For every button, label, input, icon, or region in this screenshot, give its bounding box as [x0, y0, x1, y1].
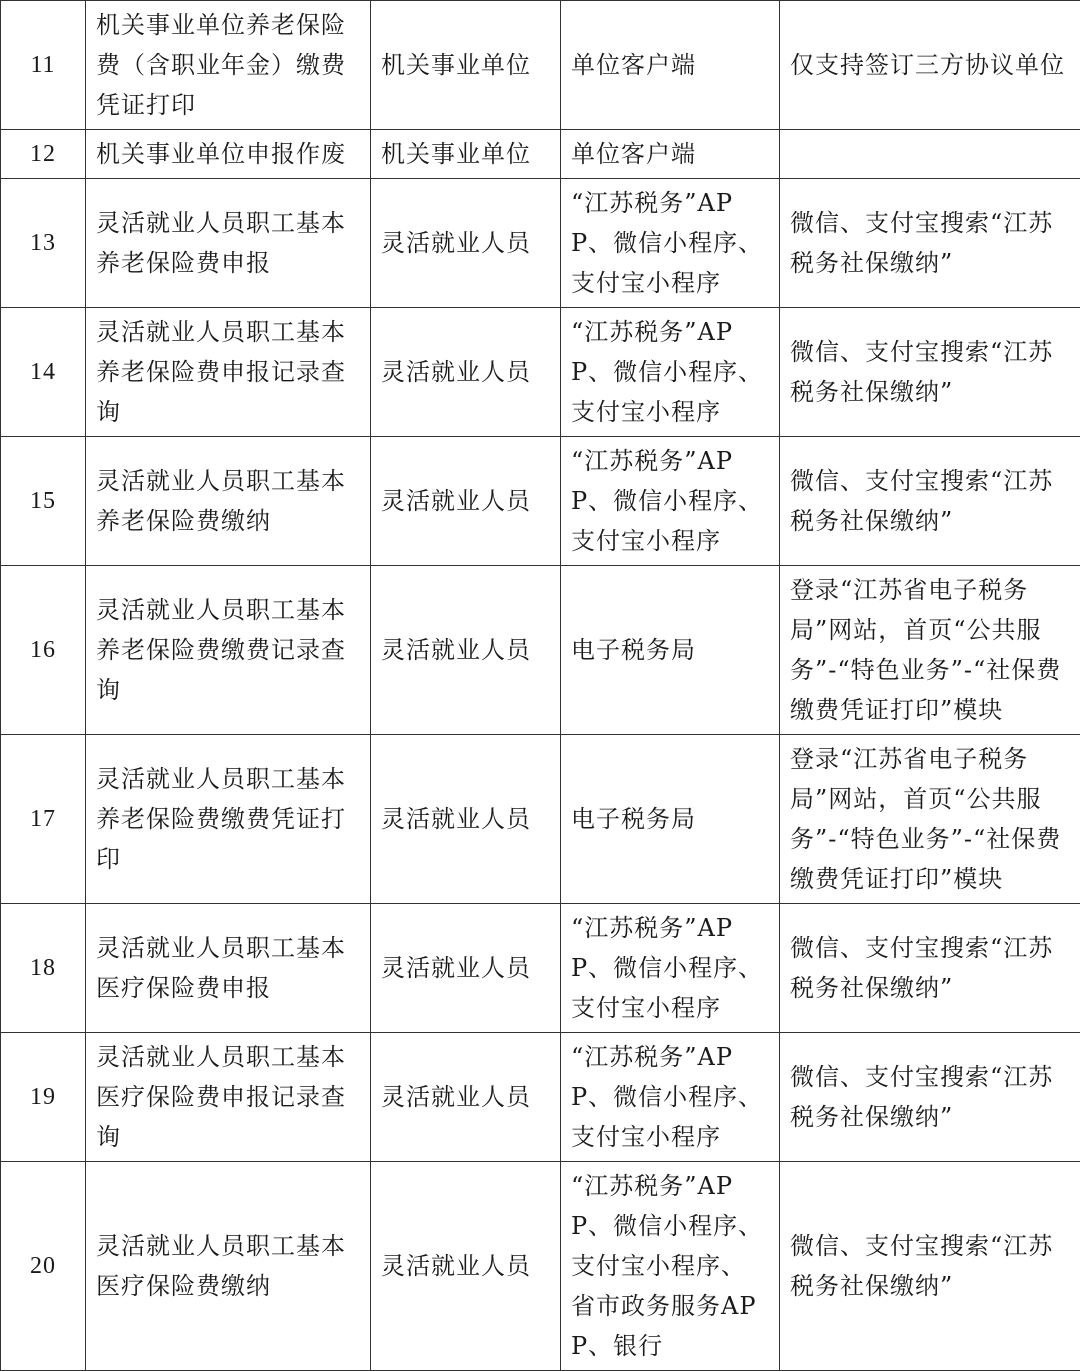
service-item: 灵活就业人员职工基本养老保险费缴费凭证打印: [86, 735, 371, 904]
service-target: 机关事业单位: [371, 1, 561, 130]
service-channel: “江苏税务”APP、微信小程序、支付宝小程序: [561, 437, 780, 566]
row-number: 14: [1, 308, 86, 437]
service-channel: “江苏税务”APP、微信小程序、支付宝小程序: [561, 179, 780, 308]
service-target: 灵活就业人员: [371, 1162, 561, 1371]
service-channel: “江苏税务”APP、微信小程序、支付宝小程序、省市政务服务APP、银行: [561, 1162, 780, 1371]
table-row: [1, 179, 1080, 308]
service-note: 微信、支付宝搜索“江苏税务社保缴纳”: [780, 1162, 1080, 1371]
service-item: 灵活就业人员职工基本医疗保险费申报: [86, 904, 371, 1033]
service-channel: “江苏税务”APP、微信小程序、支付宝小程序: [561, 1033, 780, 1162]
service-channel: 单位客户端: [561, 130, 780, 179]
service-note: 微信、支付宝搜索“江苏税务社保缴纳”: [780, 437, 1080, 566]
service-item: 灵活就业人员职工基本医疗保险费申报记录查询: [86, 1033, 371, 1162]
row-number: 16: [1, 566, 86, 735]
service-channel: “江苏税务”APP、微信小程序、支付宝小程序: [561, 308, 780, 437]
service-target: 灵活就业人员: [371, 1033, 561, 1162]
service-channel: 电子税务局: [561, 566, 780, 735]
service-target: 灵活就业人员: [371, 735, 561, 904]
row-number: 15: [1, 437, 86, 566]
table-row: [1, 308, 1080, 437]
service-channel: 单位客户端: [561, 1, 780, 130]
table-row: [1, 735, 1080, 904]
service-item: 灵活就业人员职工基本医疗保险费缴纳: [86, 1162, 371, 1371]
table-row: [1, 1, 1080, 130]
table-row: [1, 904, 1080, 1033]
service-channel: 电子税务局: [561, 735, 780, 904]
service-note: 微信、支付宝搜索“江苏税务社保缴纳”: [780, 179, 1080, 308]
service-item: 灵活就业人员职工基本养老保险费缴费记录查询: [86, 566, 371, 735]
service-item: 灵活就业人员职工基本养老保险费申报: [86, 179, 371, 308]
service-note: 登录“江苏省电子税务局”网站，首页“公共服务”-“特色业务”-“社保费缴费凭证打印”模块: [780, 566, 1080, 735]
row-number: 11: [1, 1, 86, 130]
row-number: 12: [1, 130, 86, 179]
row-number: 17: [1, 735, 86, 904]
service-item: 灵活就业人员职工基本养老保险费申报记录查询: [86, 308, 371, 437]
service-target: 灵活就业人员: [371, 179, 561, 308]
row-number: 13: [1, 179, 86, 308]
service-target: 灵活就业人员: [371, 566, 561, 735]
service-note: 登录“江苏省电子税务局”网站，首页“公共服务”-“特色业务”-“社保费缴费凭证打印”模块: [780, 735, 1080, 904]
table-row: [1, 566, 1080, 735]
service-target: 灵活就业人员: [371, 437, 561, 566]
service-channel: “江苏税务”APP、微信小程序、支付宝小程序: [561, 904, 780, 1033]
service-note: 微信、支付宝搜索“江苏税务社保缴纳”: [780, 1033, 1080, 1162]
service-item: 灵活就业人员职工基本养老保险费缴纳: [86, 437, 371, 566]
service-note: 微信、支付宝搜索“江苏税务社保缴纳”: [780, 904, 1080, 1033]
service-target: 机关事业单位: [371, 130, 561, 179]
row-number: 20: [1, 1162, 86, 1371]
service-item: 机关事业单位申报作废: [86, 130, 371, 179]
service-target: 灵活就业人员: [371, 904, 561, 1033]
table-row: [1, 1033, 1080, 1162]
service-item: 机关事业单位养老保险费（含职业年金）缴费凭证打印: [86, 1, 371, 130]
table-row: [1, 437, 1080, 566]
row-number: 18: [1, 904, 86, 1033]
table-row: [1, 1162, 1080, 1371]
service-note: 仅支持签订三方协议单位: [780, 1, 1080, 130]
row-number: 19: [1, 1033, 86, 1162]
table-row: [1, 130, 1080, 179]
service-target: 灵活就业人员: [371, 308, 561, 437]
service-note: 微信、支付宝搜索“江苏税务社保缴纳”: [780, 308, 1080, 437]
service-note: [780, 130, 1080, 179]
